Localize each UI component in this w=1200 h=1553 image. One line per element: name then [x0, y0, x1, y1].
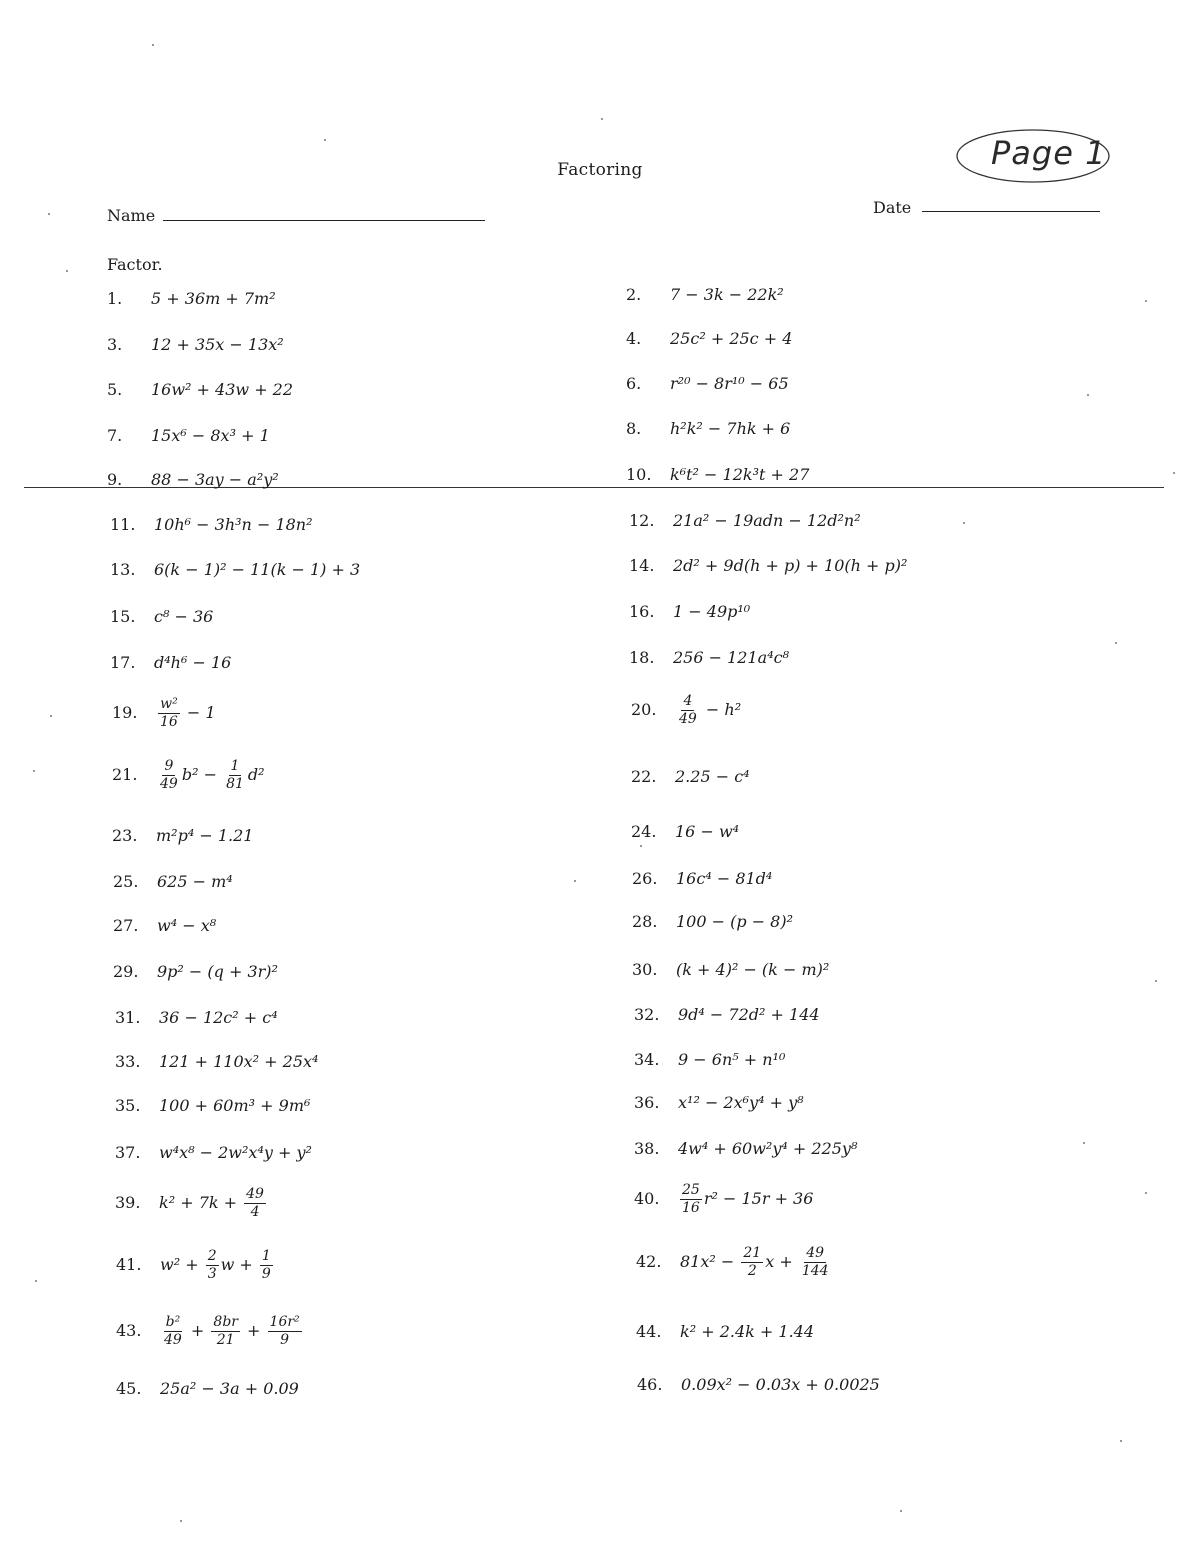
problem-number: 35.: [115, 1096, 141, 1115]
instruction: Factor.: [107, 255, 163, 274]
fraction-denominator: 2: [747, 1263, 757, 1279]
problem-expression: 9 − 6n⁵ + n¹⁰: [678, 1050, 786, 1069]
fraction-numerator: b²: [165, 1314, 181, 1330]
problem-item: [629, 602, 750, 621]
problem-expression: 88 − 3ay − a²y²: [151, 470, 279, 489]
problem-expression: 10h⁶ − 3h³n − 18n²: [154, 515, 313, 534]
problem-expression: 100 − (p − 8)²: [676, 912, 794, 931]
problem-expression: 9d⁴ − 72d² + 144: [678, 1005, 820, 1024]
problem-number: 17.: [110, 653, 136, 672]
problem-item: [113, 916, 216, 935]
problem-item: [636, 1322, 814, 1341]
problem-item: [637, 1375, 880, 1394]
problem-number: 25.: [113, 872, 139, 891]
problem-number: 14.: [629, 556, 655, 575]
fraction-denominator: 49: [160, 776, 178, 792]
problem-number: 44.: [636, 1322, 662, 1341]
problem-item: [634, 1005, 820, 1024]
scan-speck: [324, 139, 326, 141]
fraction-denominator: 21: [216, 1332, 235, 1348]
fraction-numerator: 49: [246, 1186, 264, 1202]
problem-number: 41.: [116, 1255, 142, 1274]
fraction: [741, 1245, 763, 1280]
problem-item: [110, 607, 213, 626]
problem-expression: [159, 1186, 268, 1220]
scan-speck: [48, 213, 50, 215]
problem-expression: 25a² − 3a + 0.09: [160, 1379, 299, 1398]
problem-number: 21.: [112, 765, 138, 784]
problem-number: 6.: [626, 374, 642, 393]
problem-number: 33.: [115, 1052, 141, 1071]
problem-item: [629, 648, 789, 667]
problem-item: [113, 872, 233, 891]
fraction-denominator: 81: [226, 776, 244, 792]
problem-number: 34.: [634, 1050, 660, 1069]
problem-number: 40.: [634, 1189, 660, 1208]
problem-expression: 4w⁴ + 60w²y⁴ + 225y⁸: [678, 1139, 858, 1158]
problem-number: 42.: [636, 1252, 662, 1271]
scan-speck: [33, 770, 35, 772]
fraction: [224, 758, 246, 793]
problem-number: 36.: [634, 1093, 660, 1112]
fraction: [158, 696, 180, 731]
problem-expression: 2.25 − c⁴: [675, 767, 750, 786]
problem-item: [631, 767, 750, 786]
problem-item: [634, 1139, 857, 1158]
problem-item: [634, 1182, 813, 1217]
problem-item: [626, 285, 784, 304]
fraction-denominator: 49: [679, 711, 697, 727]
problem-number: 13.: [110, 560, 136, 579]
problem-item: [115, 1096, 310, 1115]
scan-speck: [963, 522, 965, 524]
problem-expression: k⁶t² − 12k³t + 27: [670, 465, 810, 484]
problem-expression: 121 + 110x² + 25x⁴: [159, 1052, 319, 1071]
fraction-denominator: 3: [207, 1266, 217, 1282]
fraction-numerator: 1: [230, 758, 240, 774]
expression-part: w² +: [160, 1255, 204, 1274]
fraction-numerator: w²: [160, 696, 178, 712]
fraction-numerator: 1: [261, 1248, 271, 1264]
scan-speck: [1173, 472, 1175, 474]
problem-item: [115, 1186, 268, 1221]
scan-speck: [50, 715, 52, 717]
problem-number: 39.: [115, 1193, 141, 1212]
fraction-denominator: 9: [261, 1266, 271, 1282]
problem-expression: 625 − m⁴: [157, 872, 233, 891]
scan-speck: [1155, 980, 1157, 982]
expression-part: w +: [220, 1255, 258, 1274]
date-field[interactable]: [922, 211, 1100, 212]
fraction: [677, 693, 699, 728]
problem-expression: [156, 758, 265, 792]
scan-speck: [1145, 300, 1147, 302]
name-label: Name: [107, 206, 156, 225]
problem-expression: x¹² − 2x⁶y⁴ + y⁸: [678, 1093, 804, 1112]
problem-item: [634, 1050, 785, 1069]
problem-item: [631, 693, 741, 728]
problem-expression: 15x⁶ − 8x³ + 1: [151, 426, 270, 445]
scan-speck: [35, 1280, 37, 1282]
problem-item: [112, 696, 216, 731]
problem-expression: 16c⁴ − 81d⁴: [676, 869, 773, 888]
problem-expression: [675, 693, 742, 727]
problem-number: 46.: [637, 1375, 663, 1394]
problem-item: [107, 289, 276, 308]
problem-item: [636, 1245, 833, 1280]
problem-number: 26.: [632, 869, 658, 888]
scan-speck: [601, 118, 603, 120]
problem-item: [634, 1093, 804, 1112]
fraction: [162, 1314, 184, 1349]
problem-item: [107, 470, 279, 489]
problem-number: 2.: [626, 285, 642, 304]
scan-speck: [1120, 1440, 1122, 1442]
problem-item: [112, 758, 265, 793]
problem-expression: 36 − 12c² + c⁴: [159, 1008, 278, 1027]
problem-number: 45.: [116, 1379, 142, 1398]
problem-number: 19.: [112, 703, 138, 722]
scan-speck: [1115, 642, 1117, 644]
fraction: [268, 1314, 302, 1349]
problem-expression: [156, 696, 216, 730]
scan-speck: [66, 270, 68, 272]
problem-number: 15.: [110, 607, 136, 626]
fraction-numerator: 2: [207, 1248, 217, 1264]
problem-expression: 5 + 36m + 7m²: [151, 289, 276, 308]
problem-expression: c⁸ − 36: [154, 607, 214, 626]
fraction-denominator: 4: [250, 1204, 260, 1220]
problem-expression: d⁴h⁶ − 16: [154, 653, 232, 672]
problem-item: [629, 556, 907, 575]
problem-number: 43.: [116, 1321, 142, 1340]
problem-expression: h²k² − 7hk + 6: [670, 419, 791, 438]
fraction: [158, 758, 180, 793]
problem-item: [107, 426, 270, 445]
problem-expression: 16w² + 43w + 22: [151, 380, 294, 399]
problem-item: [626, 419, 790, 438]
problem-item: [113, 962, 278, 981]
fraction: [206, 1248, 219, 1283]
problem-number: 3.: [107, 335, 123, 354]
problem-expression: 16 − w⁴: [675, 822, 740, 841]
problem-number: 24.: [631, 822, 657, 841]
problem-item: [107, 380, 293, 399]
problem-expression: 1 − 49p¹⁰: [673, 602, 751, 621]
problem-number: 5.: [107, 380, 123, 399]
fraction: [211, 1314, 240, 1349]
problem-expression: 6(k − 1)² − 11(k − 1) + 3: [154, 560, 361, 579]
scan-speck: [1087, 394, 1089, 396]
problem-number: 9.: [107, 470, 123, 489]
problem-number: 18.: [629, 648, 655, 667]
problem-expression: w⁴x⁸ − 2w²x⁴y + y²: [159, 1143, 312, 1162]
problem-number: 23.: [112, 826, 138, 845]
problem-item: [112, 826, 253, 845]
problem-item: [631, 822, 739, 841]
problem-expression: 21a² − 19adn − 12d²n²: [673, 511, 861, 530]
problem-number: 12.: [629, 511, 655, 530]
problem-number: 28.: [632, 912, 658, 931]
problem-expression: 25c² + 25c + 4: [670, 329, 793, 348]
problem-number: 30.: [632, 960, 658, 979]
problem-expression: k² + 2.4k + 1.44: [680, 1322, 815, 1341]
fraction: [800, 1245, 831, 1280]
problem-number: 8.: [626, 419, 642, 438]
expression-part: x +: [765, 1252, 798, 1271]
problem-expression: [680, 1245, 833, 1279]
problem-number: 37.: [115, 1143, 141, 1162]
problem-item: [115, 1008, 278, 1027]
fraction-numerator: 9: [164, 758, 174, 774]
problem-expression: 9p² − (q + 3r)²: [157, 962, 278, 981]
page-title: Factoring: [557, 160, 643, 180]
scan-speck: [1145, 1192, 1147, 1194]
date-label: Date: [873, 198, 912, 217]
problem-number: 22.: [631, 767, 657, 786]
problem-expression: [160, 1248, 275, 1282]
page-stamp: [955, 126, 1115, 188]
problem-item: [632, 960, 829, 979]
problem-expression: r²⁰ − 8r¹⁰ − 65: [670, 374, 789, 393]
fraction-numerator: 16r²: [269, 1314, 300, 1330]
expression-part: r² − 15r + 36: [703, 1189, 814, 1208]
problem-expression: (k + 4)² − (k − m)²: [676, 960, 830, 979]
problem-expression: [678, 1182, 814, 1216]
problem-number: 11.: [110, 515, 136, 534]
problem-expression: 256 − 121a⁴c⁸: [673, 648, 789, 667]
problem-number: 16.: [629, 602, 655, 621]
scan-speck: [180, 1520, 182, 1522]
expression-part: − 1: [181, 703, 216, 722]
scan-speck: [640, 845, 642, 847]
problem-expression: 12 + 35x − 13x²: [151, 335, 284, 354]
problem-expression: [160, 1314, 304, 1348]
expression-part: +: [185, 1321, 210, 1340]
scan-speck: [152, 44, 154, 46]
problem-item: [110, 560, 360, 579]
fraction-denominator: 144: [801, 1263, 829, 1279]
fraction-denominator: 9: [280, 1332, 290, 1348]
name-field[interactable]: [163, 220, 485, 221]
problem-item: [632, 869, 772, 888]
problem-item: [632, 912, 793, 931]
problem-number: 29.: [113, 962, 139, 981]
problem-expression: 100 + 60m³ + 9m⁶: [159, 1096, 311, 1115]
problem-number: 38.: [634, 1139, 660, 1158]
fraction-numerator: 25: [682, 1182, 700, 1198]
problem-expression: 0.09x² − 0.03x + 0.0025: [681, 1375, 880, 1394]
expression-part: k² + 7k +: [159, 1193, 243, 1212]
fraction-numerator: 49: [806, 1245, 825, 1261]
expression-part: d²: [247, 765, 265, 784]
expression-part: − h²: [700, 700, 742, 719]
problem-expression: 2d² + 9d(h + p) + 10(h + p)²: [673, 556, 908, 575]
problem-item: [115, 1143, 312, 1162]
problem-item: [116, 1248, 275, 1283]
fraction-denominator: 16: [160, 714, 178, 730]
problem-item: [116, 1379, 299, 1398]
problem-item: [107, 335, 284, 354]
expression-part: +: [241, 1321, 266, 1340]
fraction-denominator: 49: [164, 1332, 182, 1348]
problem-number: 31.: [115, 1008, 141, 1027]
scan-speck: [574, 880, 576, 882]
scan-speck: [1083, 1142, 1085, 1144]
problem-number: 32.: [634, 1005, 660, 1024]
problem-item: [626, 329, 792, 348]
problem-item: [115, 1052, 318, 1071]
expression-part: 81x² −: [680, 1252, 740, 1271]
problem-number: 20.: [631, 700, 657, 719]
problem-number: 10.: [626, 465, 652, 484]
fraction: [244, 1186, 266, 1221]
fraction: [260, 1248, 273, 1283]
problem-expression: w⁴ − x⁸: [157, 916, 217, 935]
problem-item: [116, 1314, 304, 1349]
fraction-numerator: 21: [743, 1245, 762, 1261]
problem-item: [629, 511, 861, 530]
scan-speck: [900, 1510, 902, 1512]
fraction: [680, 1182, 702, 1217]
problem-expression: 7 − 3k − 22k²: [670, 285, 784, 304]
problem-item: [110, 653, 231, 672]
stamp-label: Page 1: [991, 134, 1107, 172]
problem-number: 27.: [113, 916, 139, 935]
problem-number: 4.: [626, 329, 642, 348]
fraction-numerator: 8br: [213, 1314, 238, 1330]
fraction-numerator: 4: [683, 693, 693, 709]
problem-expression: m²p⁴ − 1.21: [156, 826, 254, 845]
problem-item: [110, 515, 313, 534]
problem-item: [626, 465, 809, 484]
expression-part: b² −: [181, 765, 223, 784]
problem-item: [626, 374, 789, 393]
problem-number: 7.: [107, 426, 123, 445]
problem-number: 1.: [107, 289, 123, 308]
fraction-denominator: 16: [682, 1200, 700, 1216]
